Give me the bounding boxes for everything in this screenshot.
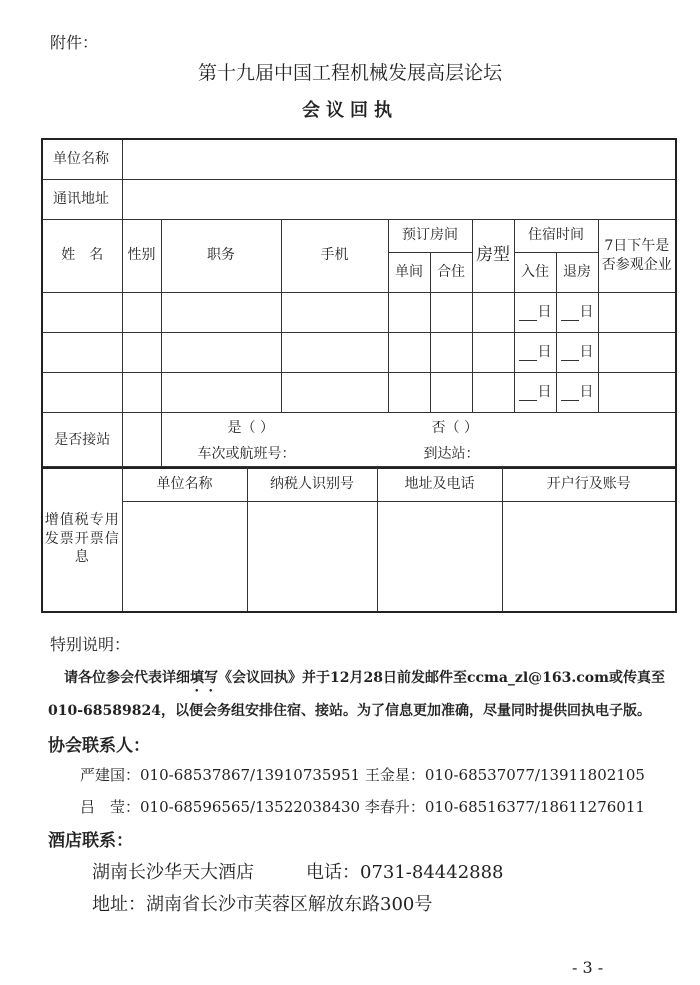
- shared-cell[interactable]: [430, 372, 472, 412]
- position-cell[interactable]: [161, 292, 281, 332]
- notes-heading: 特别说明：: [50, 635, 131, 654]
- unit-name-label: 单位名称: [42, 139, 122, 179]
- single-cell[interactable]: [388, 332, 430, 372]
- checkin-cell[interactable]: 日: [514, 292, 556, 332]
- table-row: [42, 332, 676, 372]
- checkout-cell[interactable]: 日: [556, 372, 598, 412]
- vat-addr-phone-field[interactable]: [377, 502, 502, 612]
- position-cell[interactable]: [161, 372, 281, 412]
- col-room-booking: 预订房间: [388, 219, 472, 252]
- vat-col-addr-phone: 地址及电话: [377, 467, 502, 502]
- attachment-label: 附件：: [50, 33, 99, 52]
- visit-cell[interactable]: [598, 292, 676, 332]
- page-number: - 3 -: [572, 958, 604, 977]
- shared-cell[interactable]: [430, 292, 472, 332]
- gender-cell[interactable]: [122, 332, 161, 372]
- vat-col-bank: 开户行及账号: [502, 467, 676, 502]
- shared-cell[interactable]: [430, 332, 472, 372]
- col-single: 单间: [388, 252, 430, 292]
- single-cell[interactable]: [388, 292, 430, 332]
- hotel-address: 地址：湖南省长沙市芙蓉区解放东路300号: [92, 894, 433, 915]
- vat-col-unit-name: 单位名称: [122, 467, 247, 502]
- pickup-no-option[interactable]: 否（ ）: [431, 419, 478, 436]
- vat-unit-name-field[interactable]: [122, 502, 247, 612]
- mobile-cell[interactable]: [281, 332, 388, 372]
- col-room-type: 房型: [472, 219, 514, 292]
- name-cell[interactable]: [42, 332, 122, 372]
- pickup-options: [161, 412, 676, 468]
- col-mobile: 手机: [281, 219, 388, 292]
- col-checkin: 入住: [514, 252, 556, 292]
- vat-tax-id-field[interactable]: [247, 502, 377, 612]
- checkin-cell[interactable]: 日: [514, 372, 556, 412]
- vat-bank-field[interactable]: [502, 502, 676, 612]
- pickup-yes-option[interactable]: 是（ ）: [227, 419, 274, 436]
- association-contact-1: 严建国：010-68537867/13910735951 王金星：010-68537077/13911802105: [80, 766, 645, 784]
- name-cell[interactable]: [42, 292, 122, 332]
- col-position: 职务: [161, 219, 281, 292]
- room-type-cell[interactable]: [472, 292, 514, 332]
- name-cell[interactable]: [42, 372, 122, 412]
- mobile-cell[interactable]: [281, 372, 388, 412]
- visit-cell[interactable]: [598, 372, 676, 412]
- address-label: 通讯地址: [42, 179, 122, 219]
- vat-col-tax-id: 纳税人识别号: [247, 467, 377, 502]
- gender-cell[interactable]: [122, 292, 161, 332]
- hotel-phone: 电话：0731-84442888: [306, 862, 504, 883]
- table-row: [42, 292, 676, 332]
- table-row: [42, 372, 676, 412]
- col-stay-time: 住宿时间: [514, 219, 598, 252]
- position-cell[interactable]: [161, 332, 281, 372]
- checkout-cell[interactable]: 日: [556, 332, 598, 372]
- notes-line-1: 请各位参会代表详细填写《会议回执》并于12月28日前发邮件至ccma_zl@163.com或传真至: [64, 670, 665, 686]
- col-checkout: 退房: [556, 252, 598, 292]
- vat-label: 增值税专用发票开票信息: [42, 467, 122, 612]
- vat-info-table: [41, 466, 677, 613]
- col-visit: 7日下午是否参观企业: [598, 219, 676, 292]
- gender-cell[interactable]: [122, 372, 161, 412]
- checkin-cell[interactable]: 日: [514, 332, 556, 372]
- reply-form-table: [41, 138, 677, 469]
- col-gender: 性别: [122, 219, 161, 292]
- address-field[interactable]: [122, 179, 676, 219]
- form-subtitle: 会议回执: [302, 100, 398, 121]
- checkout-cell[interactable]: 日: [556, 292, 598, 332]
- visit-cell[interactable]: [598, 332, 676, 372]
- mobile-cell[interactable]: [281, 292, 388, 332]
- association-contact-2: 吕 莹：010-68596565/13522038430 李春升：010-68516377/18611276011: [80, 798, 645, 816]
- notes-line-2: 010-68589824，以便会务组安排住宿、接站。为了信息更加准确，尽量同时提供回执电子版。: [48, 703, 651, 719]
- pickup-label: 是否接站: [42, 412, 122, 468]
- hotel-name: 湖南长沙华天大酒店: [92, 862, 254, 883]
- flight-label: 车次或航班号：: [197, 445, 296, 462]
- arrival-label: 到达站：: [423, 445, 480, 462]
- page-title: 第十九届中国工程机械发展高层论坛: [197, 62, 502, 84]
- col-name: 姓 名: [42, 219, 122, 292]
- association-heading: 协会联系人：: [48, 736, 150, 756]
- unit-name-field[interactable]: [122, 139, 676, 179]
- single-cell[interactable]: [388, 372, 430, 412]
- col-shared: 合住: [430, 252, 472, 292]
- room-type-cell[interactable]: [472, 372, 514, 412]
- room-type-cell[interactable]: [472, 332, 514, 372]
- hotel-heading: 酒店联系：: [48, 831, 133, 851]
- pickup-spacer: [122, 412, 161, 468]
